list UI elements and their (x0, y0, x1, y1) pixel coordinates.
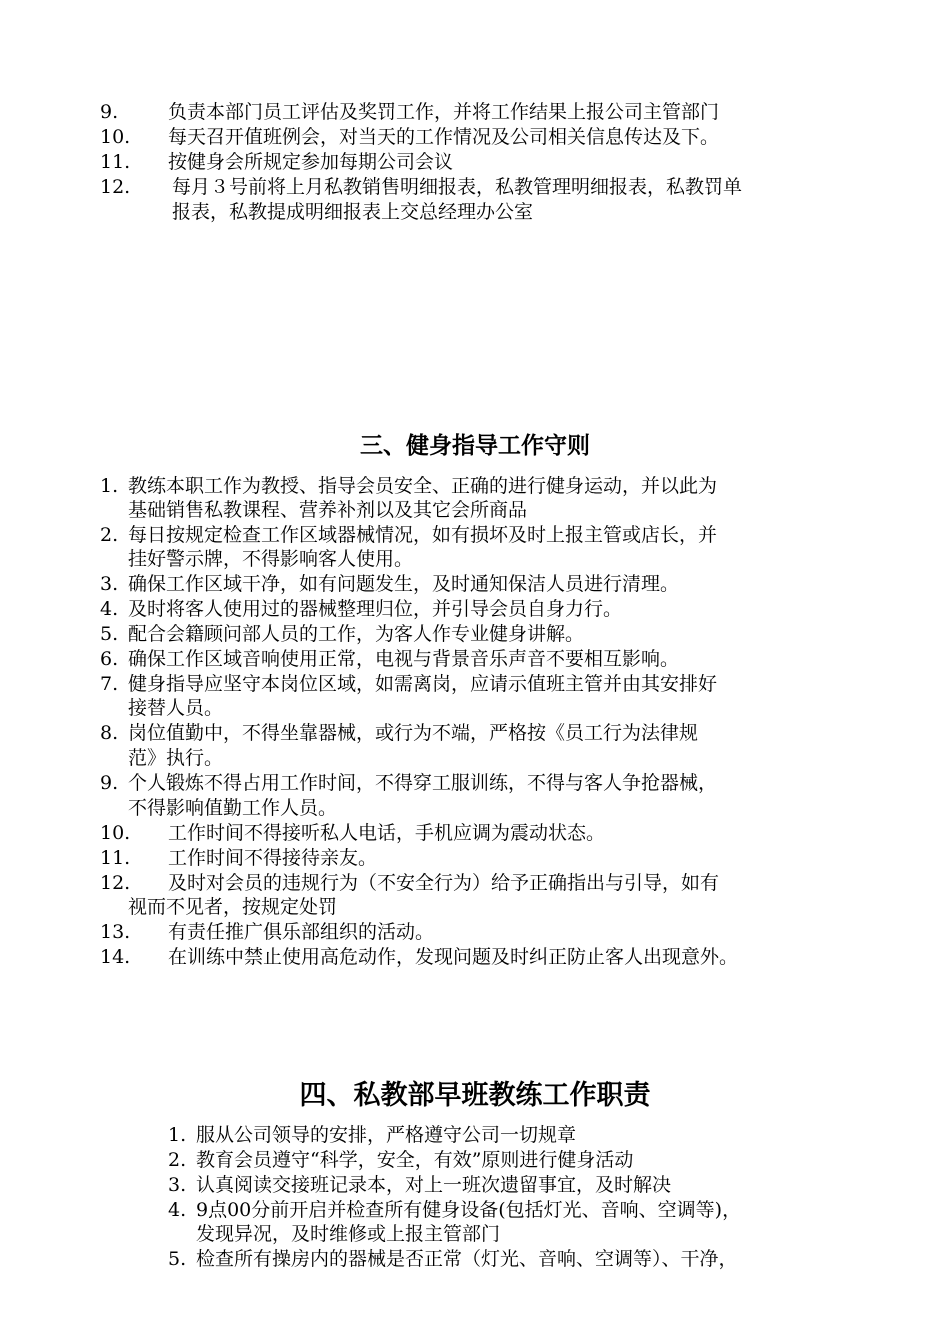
item-text: 挂好警示牌，不得影响客人使用。 (128, 548, 414, 570)
item-number: 10. (100, 126, 131, 148)
item-number: 6. (100, 648, 119, 670)
item-text: 接替人员。 (128, 697, 224, 719)
item-text: 视而不见者，按规定处罚 (128, 896, 338, 918)
item-text: 个人锻炼不得占用工作时间，不得穿工服训练，不得与客人争抢器械， (128, 772, 718, 794)
item-number: 1. (168, 1124, 187, 1146)
item-text: 确保工作区域干净，如有问题发生，及时通知保洁人员进行清理。 (128, 573, 680, 595)
item-text: 配合会籍顾问部人员的工作，为客人作专业健身讲解。 (128, 623, 585, 645)
item-number: 9. (100, 101, 119, 123)
item-number: 14. (100, 946, 131, 968)
item-number: 12. (100, 872, 131, 894)
item-number: 4. (168, 1199, 187, 1221)
item-text: 负责本部门员工评估及奖罚工作，并将工作结果上报公司主管部门 (168, 101, 720, 123)
item-number: 9. (100, 772, 119, 794)
item-text: 岗位值勤中，不得坐靠器械，或行为不端，严格按《员工行为法律规 (128, 722, 699, 744)
item-text: 每天召开值班例会，对当天的工作情况及公司相关信息传达及下。 (168, 126, 720, 148)
item-text: 教育会员遵守“科学，安全，有效”原则进行健身活动 (196, 1149, 634, 1171)
item-number: 3. (168, 1174, 187, 1196)
item-number: 5. (100, 623, 119, 645)
item-text: 发现异况，及时维修或上报主管部门 (196, 1223, 501, 1245)
item-text: 在训练中禁止使用高危动作，发现问题及时纠正防止客人出现意外。 (168, 946, 739, 968)
item-text: 确保工作区域音响使用正常，电视与背景音乐声音不要相互影响。 (128, 648, 680, 670)
item-text: 认真阅读交接班记录本，对上一班次遗留事宜，及时解决 (196, 1174, 672, 1196)
item-number: 1. (100, 475, 119, 497)
item-number: 11. (100, 847, 131, 869)
item-text: 基础销售私教课程、营养补剂以及其它会所商品 (128, 499, 528, 521)
item-text: 教练本职工作为教授、指导会员安全、正确的进行健身运动，并以此为 (128, 475, 718, 497)
item-number: 2. (100, 524, 119, 546)
item-number: 11. (100, 151, 131, 173)
item-number: 10. (100, 822, 131, 844)
item-text: 范》执行。 (128, 747, 224, 769)
item-text: 健身指导应坚守本岗位区域，如需离岗，应请示值班主管并由其安排好 (128, 673, 718, 695)
section-title: 三、健身指导工作守则 (360, 433, 590, 459)
item-text: 有责任推广俱乐部组织的活动。 (168, 921, 435, 943)
item-text: 检查所有操房内的器械是否正常（灯光、音响、空调等）、干净， (196, 1248, 738, 1270)
item-text: 工作时间不得接待亲友。 (168, 847, 378, 869)
item-text: 不得影响值勤工作人员。 (128, 797, 338, 819)
item-number: 13. (100, 921, 131, 943)
item-text: 报表，私教提成明细报表上交总经理办公室 (172, 201, 534, 223)
item-text: 每日按规定检查工作区域器械情况，如有损坏及时上报主管或店长，并 (128, 524, 718, 546)
item-text: 9点00分前开启并检查所有健身设备(包括灯光、音响、空调等)， (196, 1199, 742, 1221)
item-text: 每月３号前将上月私教销售明细报表，私教管理明细报表，私教罚单 (172, 176, 743, 198)
item-number: 3. (100, 573, 119, 595)
section-title: 四、私教部早班教练工作职责 (299, 1080, 651, 1111)
item-number: 12. (100, 176, 131, 198)
item-number: 4. (100, 598, 119, 620)
item-number: 5. (168, 1248, 187, 1270)
item-number: 7. (100, 673, 119, 695)
item-text: 按健身会所规定参加每期公司会议 (168, 151, 454, 173)
item-text: 及时对会员的违规行为（不安全行为）给予正确指出与引导，如有 (168, 872, 720, 894)
item-text: 服从公司领导的安排，严格遵守公司一切规章 (196, 1124, 577, 1146)
item-text: 及时将客人使用过的器械整理归位，并引导会员自身力行。 (128, 598, 623, 620)
item-text: 工作时间不得接听私人电话，手机应调为震动状态。 (168, 822, 606, 844)
item-number: 8. (100, 722, 119, 744)
item-number: 2. (168, 1149, 187, 1171)
